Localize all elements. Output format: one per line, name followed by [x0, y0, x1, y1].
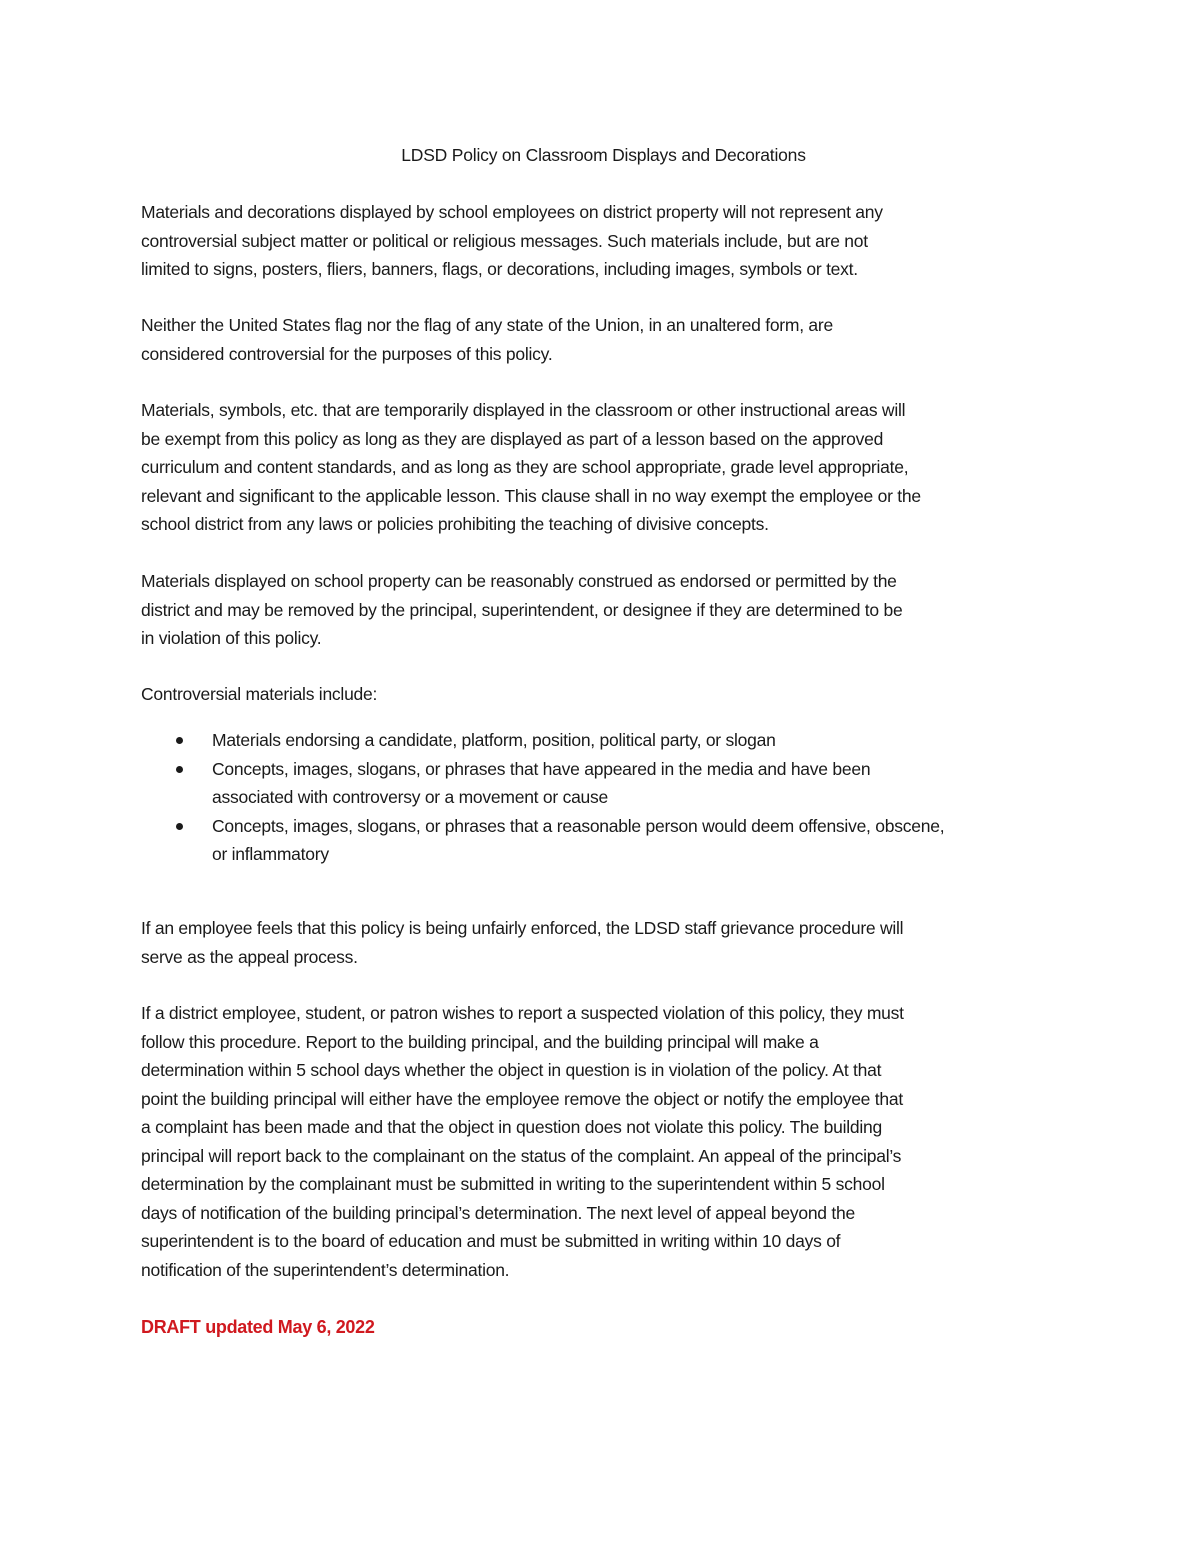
text-line: Materials endorsing a candidate, platform, position, political party, or slogan	[212, 730, 776, 750]
text-line: If a district employee, student, or patron wishes to report a suspected violation of this policy, they must	[141, 1003, 904, 1023]
paragraph-grievance-appeal	[141, 914, 1066, 971]
text-line: days of notification of the building principal’s determination. The next level of appeal beyond the	[141, 1202, 855, 1223]
text-line: be exempt from this policy as long as they are displayed as part of a lesson based on the approved	[141, 428, 884, 449]
text-line: Materials displayed on school property can be reasonably construed as endorsed or permitted by the	[141, 571, 897, 591]
text-line: in violation of this policy.	[141, 628, 322, 648]
text-line: follow this procedure. Report to the building principal, and the building principal will make a	[141, 1031, 819, 1052]
text-line: determination within 5 school days whether the object in question is in violation of the policy. At that	[141, 1060, 882, 1080]
text-line: or inflammatory	[212, 844, 329, 864]
paragraph-display-restrictions	[141, 198, 1066, 284]
bullet-icon	[176, 823, 183, 830]
paragraph-lesson-exemption	[141, 396, 1066, 539]
text-line: considered controversial for the purposes of this policy.	[141, 343, 553, 364]
text-line: controversial subject matter or political or religious messages. Such materials include, but are not	[141, 230, 868, 251]
text-line: school district from any laws or policies prohibiting the teaching of divisive concepts.	[141, 514, 769, 534]
text-line: relevant and significant to the applicable lesson. This clause shall in no way exempt the employee or the	[141, 485, 921, 506]
text-line: Neither the United States flag nor the flag of any state of the Union, in an unaltered form, are	[141, 315, 833, 335]
text-line: district and may be removed by the principal, superintendent, or designee if they are determined to be	[141, 599, 903, 620]
text-line: associated with controversy or a movement or cause	[212, 787, 609, 807]
text-line: principal will report back to the complainant on the status of the complaint. An appeal of the principal’s	[141, 1145, 902, 1166]
paragraph-flag-exception	[141, 311, 1066, 368]
text-line: If an employee feels that this policy is being unfairly enforced, the LDSD staff grievance procedure will	[141, 918, 904, 938]
paragraph-reporting-procedure	[141, 999, 1066, 1284]
paragraph-endorsement-removal	[141, 567, 1066, 653]
list-item	[141, 812, 1066, 869]
controversial-materials-list	[141, 726, 1066, 869]
text-line: Concepts, images, slogans, or phrases that have appeared in the media and have been	[212, 758, 871, 779]
list-item	[141, 726, 1066, 755]
text-line: a complaint has been made and that the object in question does not violate this policy. The building	[141, 1117, 882, 1137]
text-line: determination by the complainant must be submitted in writing to the superintendent within 5 school	[141, 1174, 885, 1194]
text-line: Materials and decorations displayed by school employees on district property will not represent any	[141, 202, 883, 222]
paragraph-controversial-heading	[141, 680, 1066, 709]
text-line: point the building principal will either have the employee remove the object or notify the employee that	[141, 1088, 903, 1109]
bullet-icon	[176, 766, 183, 773]
text-line: curriculum and content standards, and as long as they are school appropriate, grade level appropriate,	[141, 457, 909, 477]
text-line: Materials, symbols, etc. that are temporarily displayed in the classroom or other instructional areas will	[141, 400, 906, 420]
text-line: Controversial materials include:	[141, 684, 378, 704]
text-line: limited to signs, posters, fliers, banners, flags, or decorations, including images, symbols or text.	[141, 259, 858, 279]
text-line: notification of the superintendent’s determination.	[141, 1259, 510, 1280]
document-title: LDSD Policy on Classroom Displays and Decorations	[401, 145, 806, 165]
bullet-icon	[176, 737, 183, 744]
text-line: Concepts, images, slogans, or phrases that a reasonable person would deem offensive, obscene,	[212, 815, 945, 836]
text-line: serve as the appeal process.	[141, 946, 358, 967]
draft-notice: DRAFT updated May 6, 2022	[141, 1317, 375, 1337]
text-line: superintendent is to the board of education and must be submitted in writing within 10 days of	[141, 1231, 841, 1251]
list-item	[141, 755, 1066, 812]
